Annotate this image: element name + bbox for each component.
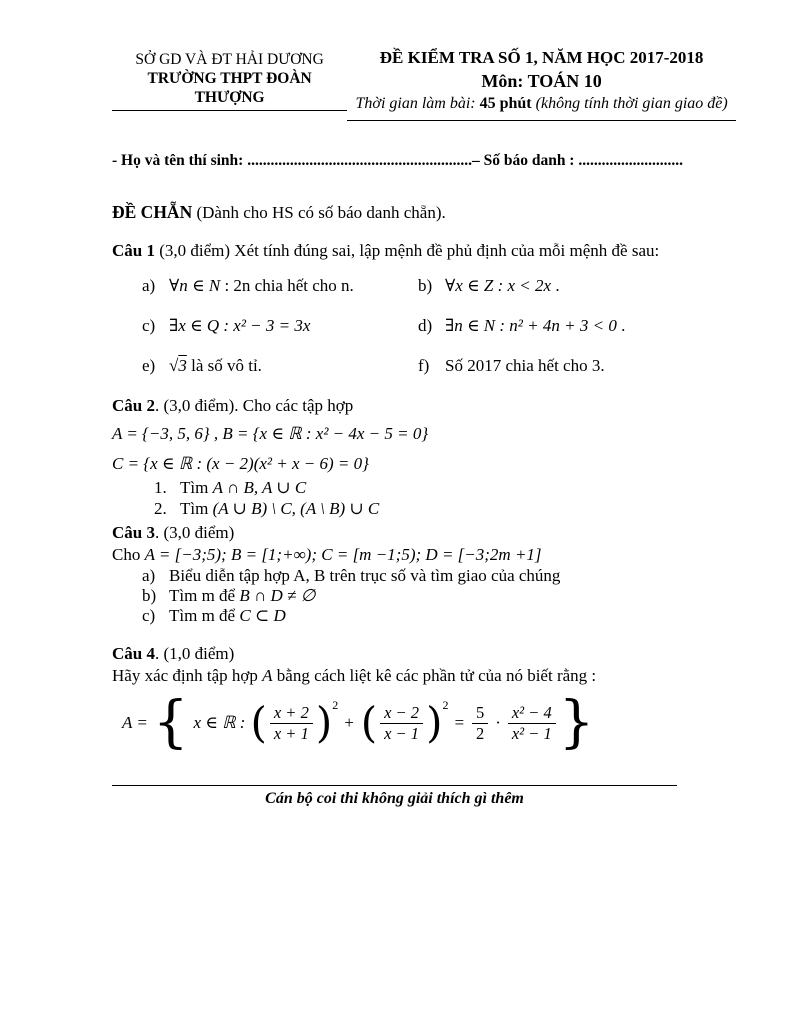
cau1-item-f xyxy=(418,354,736,377)
item-math: (A ∪ B) \ C, (A \ B) ∪ C xyxy=(212,499,380,518)
denominator: x + 1 xyxy=(270,723,313,744)
cau1-item-d xyxy=(418,314,736,337)
cau3-item-c xyxy=(142,606,736,626)
exam-time-note: (không tính thời gian giao đề) xyxy=(531,95,728,112)
page-footer xyxy=(112,785,677,809)
numerator: x² − 4 xyxy=(511,702,552,722)
cau2-item-2 xyxy=(154,498,736,519)
header-school-name: TRƯỜNG THPT ĐOÀN THƯỢNG xyxy=(147,70,312,106)
cau3-given-line xyxy=(112,544,736,566)
cau4-formula xyxy=(122,689,736,755)
open-paren: ( xyxy=(360,698,378,748)
cau4-heading xyxy=(112,643,736,665)
cau3-items xyxy=(142,566,736,626)
item-text: Tìm xyxy=(180,478,213,497)
item-number: 2. xyxy=(154,499,167,518)
cau4-intro xyxy=(112,665,736,687)
item-text: Tìm m để xyxy=(169,606,240,625)
cau1-items xyxy=(142,274,736,377)
cau1-intro: (3,0 điểm) Xét tính đúng sai, lập mệnh đề phủ định của mỗi mệnh đề sau: xyxy=(154,241,660,260)
item-label: e) xyxy=(142,356,156,375)
sqrt-expression xyxy=(169,356,187,375)
cau2-intro: . (3,0 điểm). Cho các tập hợp xyxy=(154,396,354,415)
radicand: 3 xyxy=(178,356,187,375)
item-text: Tìm xyxy=(180,499,213,518)
item-text: : 2n chia hết cho n. xyxy=(220,276,354,295)
exam-type-line xyxy=(112,201,736,224)
exponent: 2 xyxy=(442,698,449,712)
item-math: ∃x ∈ Q : x² − 3 = 3x xyxy=(169,316,311,335)
cau2-item-1 xyxy=(154,477,736,498)
fraction-4 xyxy=(508,703,556,744)
denominator: 2 xyxy=(472,723,488,744)
exam-type-note: (Dành cho HS có số báo danh chẵn). xyxy=(192,203,446,222)
item-text: Tìm m để xyxy=(169,586,240,605)
cau1-item-e xyxy=(142,354,418,377)
header-department: SỞ GD VÀ ĐT HẢI DƯƠNG xyxy=(135,51,324,68)
item-text: . xyxy=(551,276,560,295)
item-text: Số 2017 chia hết cho 3. xyxy=(445,356,605,375)
cau2-heading xyxy=(112,395,736,417)
cau1-heading xyxy=(112,240,736,262)
cau1-item-c xyxy=(142,314,418,337)
footer-note: Cán bộ coi thi không giải thích gì thêm xyxy=(265,790,524,807)
given-intervals: A = [−3;5); B = [1;+∞); C = [m −1;5); D = [−3;2m +1] xyxy=(144,545,542,564)
item-text: Biểu diễn tập hợp A, B trên trục số và tìm giao của chúng xyxy=(169,566,561,585)
denominator: x² − 1 xyxy=(508,723,556,744)
denominator: x − 1 xyxy=(380,723,423,744)
close-paren: ) xyxy=(315,698,333,748)
item-math: ∀n ∈ N xyxy=(169,276,221,295)
radical-sign: √ xyxy=(169,356,179,375)
set-condition: x ∈ ℝ : xyxy=(193,713,246,732)
cau3-heading xyxy=(112,522,736,544)
item-label: f) xyxy=(418,356,430,375)
cau3-points: . (3,0 điểm) xyxy=(154,523,235,542)
given-word: Cho xyxy=(112,545,145,564)
cau1-item-a xyxy=(142,274,418,297)
item-label: b) xyxy=(142,586,157,605)
item-text: là số vô tỉ. xyxy=(186,356,262,375)
cau4-label: Câu 4 xyxy=(112,644,155,663)
cau3-item-b xyxy=(142,586,736,606)
fraction-1 xyxy=(270,703,313,744)
item-text: . xyxy=(616,316,626,335)
exam-subject: Môn: TOÁN 10 xyxy=(481,71,602,91)
cau4-points: . (1,0 điểm) xyxy=(154,644,235,663)
fraction-3 xyxy=(472,703,488,744)
cau2-label: Câu 2 xyxy=(112,396,155,415)
cau3-item-a xyxy=(142,566,736,586)
cau1-item-b xyxy=(418,274,736,297)
header-exam-block xyxy=(347,46,736,121)
item-math: ∀x ∈ Z : x < 2x xyxy=(445,276,552,295)
numerator: 5 xyxy=(475,702,485,722)
fraction-2 xyxy=(380,703,423,744)
cau1-label: Câu 1 xyxy=(112,241,155,260)
open-paren: ( xyxy=(250,698,267,748)
student-info-line: - Họ và tên thí sinh: ..........................................................– Số báo danh : ........................... xyxy=(112,152,683,169)
equals-operator: = xyxy=(453,713,465,732)
open-brace: { xyxy=(152,689,189,755)
item-label: c) xyxy=(142,606,156,625)
numerator: x − 2 xyxy=(384,702,420,722)
page-header xyxy=(112,46,736,121)
exponent: 2 xyxy=(332,698,339,712)
numerator: x + 2 xyxy=(273,702,309,722)
intro-text-rest: bằng cách liệt kê các phần tử của nó biết rằng : xyxy=(272,666,597,685)
item-math: ∃n ∈ N : n² + 4n + 3 < 0 xyxy=(445,316,617,335)
close-brace: } xyxy=(558,689,595,755)
dot-operator: · xyxy=(495,713,501,732)
footer-divider xyxy=(112,785,677,786)
item-math: B ∩ D ≠ ∅ xyxy=(239,586,316,605)
intro-set-var: A xyxy=(262,666,273,685)
cau2-sets-ab: A = {−3, 5, 6} , B = {x ∈ ℝ : x² − 4x − 5 = 0} xyxy=(112,424,429,443)
item-label: d) xyxy=(418,316,433,335)
formula-lhs: A = xyxy=(122,713,148,732)
exam-type-label: ĐỀ CHẴN xyxy=(112,202,193,222)
close-paren: ) xyxy=(426,698,443,748)
header-school-block xyxy=(112,50,347,111)
plus-operator: + xyxy=(343,713,355,732)
intro-text: Hãy xác định tập hợp xyxy=(112,666,263,685)
item-math: C ⊂ D xyxy=(239,606,286,625)
item-label: a) xyxy=(142,276,156,295)
cau3-label: Câu 3 xyxy=(112,523,155,542)
cau2-items xyxy=(154,477,736,519)
exam-time-line xyxy=(347,93,736,121)
item-number: 1. xyxy=(154,478,167,497)
exam-time-value: 45 phút xyxy=(479,95,532,112)
item-label: c) xyxy=(142,316,156,335)
item-label: a) xyxy=(142,566,156,585)
item-label: b) xyxy=(418,276,433,295)
cau2-set-c: C = {x ∈ ℝ : (x − 2)(x² + x − 6) = 0} xyxy=(112,454,369,473)
exam-title: ĐỀ KIỂM TRA SỐ 1, NĂM HỌC 2017-2018 xyxy=(379,48,704,67)
exam-time-label: Thời gian làm bài: xyxy=(355,95,480,112)
item-math: A ∩ B, A ∪ C xyxy=(212,478,307,497)
